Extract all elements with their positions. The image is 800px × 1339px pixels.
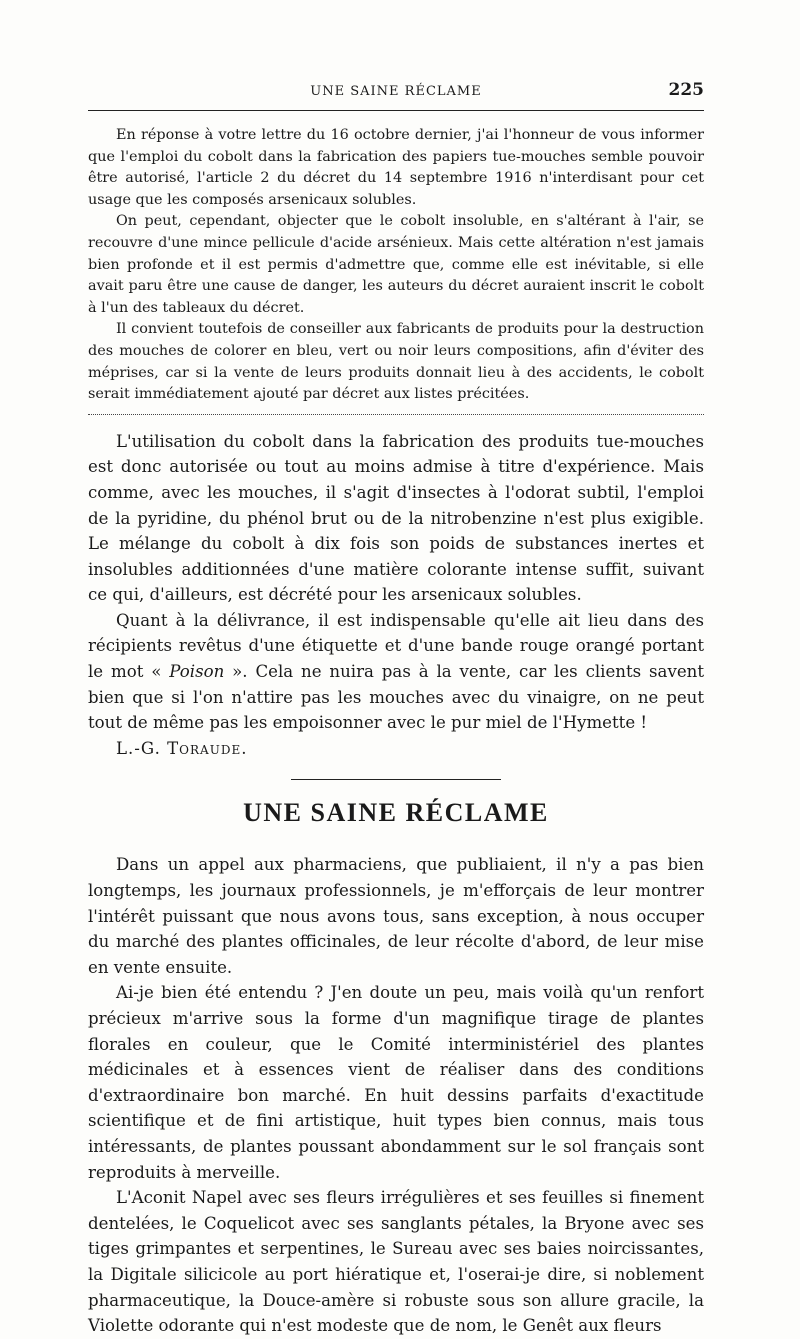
text-run: Quant à la délivrance, il est indispensable qu'elle ait lieu dans des récipients revêtus d'une étiquette et d'une bande rouge orangé portant le mot «: [88, 610, 704, 682]
italic-word: Poison: [169, 662, 225, 682]
body-paragraph: Ai-je bien été entendu ? J'en doute un peu, mais voilà qu'un renfort précieux m'arrive sous la forme d'un magnifique tirage de plantes florales en couleur, que le Comité interministériel des plantes médicinales et à essences vient de réaliser dans des conditions d'extraordinaire bon marché. En huit dessins parfaits d'exactitude scientifique et de fini artistique, huit types bien connus, mais tous intéressants, de plantes poussant abondamment sur le sol français sont reproduits à merveille.: [88, 983, 704, 1182]
author-signature: L.-G. Toraude.: [116, 738, 248, 758]
letter-paragraph: En réponse à votre lettre du 16 octobre dernier, j'ai l'honneur de vous informer que l'emploi du cobolt dans la fabrication des papiers tue-mouches semble pouvoir être autorisé, l'article 2 du décret du 14 septembre 1916 n'interdisant pour cet usage que les composés arsenicaux solubles.: [88, 127, 704, 208]
running-head-title: UNE SAINE RÉCLAME: [310, 84, 482, 99]
quoted-letter: [88, 125, 704, 415]
section-title: UNE SAINE RÉCLAME: [243, 798, 549, 828]
page-number: 225: [668, 80, 704, 100]
previous-article-end: [88, 429, 704, 762]
section-body: [88, 852, 704, 1338]
body-paragraph: [88, 608, 704, 736]
body-paragraph: L'utilisation du cobolt dans la fabrication des produits tue-mouches est donc autorisée ou tout au moins admise à titre d'expérience. Mais comme, avec les mouches, il s'agit d'insectes à l'odorat subtil, l'emploi de la pyridine, du phénol brut ou de la nitrobenzine n'est plus exigible. Le mélange du cobolt à dix fois son poids de substances inertes et insolubles additionnées d'une matière colorante intense suffit, suivant ce qui, d'ailleurs, est décrété pour les arsenicaux solubles.: [88, 431, 704, 605]
letter-paragraph: Il convient toutefois de conseiller aux fabricants de produits pour la destruction des mouches de colorer en bleu, vert ou noir leurs compositions, afin d'éviter des méprises, car si la vente de leurs produits donnait lieu à des accidents, le cobolt serait immédiatement ajouté par décret aux listes précitées.: [88, 321, 704, 403]
text-run: ». Cela ne nuira pas à la vente, car les clients savent bien que si l'on n'attire pas les mouches avec du vinaigre, on ne peut tout de même pas les empoisonner avec le pur miel de l'Hymette !: [88, 662, 704, 733]
letter-paragraph: On peut, cependant, objecter que le cobolt insoluble, en s'altérant à l'air, se recouvre d'une mince pellicule d'acide arsénieux. Mais cette altération n'est jamais bien profonde et il est permis d'admettre que, comme elle est inévitable, si elle avait paru être une cause de danger, les auteurs du décret auraient inscrit le cobolt à l'un des tableaux du décret.: [88, 213, 704, 316]
running-head: [88, 78, 704, 111]
section-divider: [291, 779, 501, 780]
book-page: [88, 78, 704, 1339]
body-paragraph: L'Aconit Napel avec ses fleurs irrégulières et ses feuilles si finement dentelées, le Coquelicot avec ses sanglants pétales, la Bryone avec ses tiges grimpantes et serpentines, le Sureau avec ses baies noircissantes, la Digitale silicicole au port hiératique et, l'oserai-je dire, si noblement pharmaceutique, la Douce-amère si robuste sous son allure gracile, la Violette odorante qui n'est modeste que de nom, le Genêt aux fleurs: [88, 1188, 704, 1336]
body-paragraph: Dans un appel aux pharmaciens, que publiaient, il n'y a pas bien longtemps, les journaux professionnels, je m'efforçais de leur montrer l'intérêt puissant que nous avons tous, sans exception, à nous occuper du marché des plantes officinales, de leur récolte d'abord, de leur mise en vente ensuite.: [88, 855, 704, 977]
